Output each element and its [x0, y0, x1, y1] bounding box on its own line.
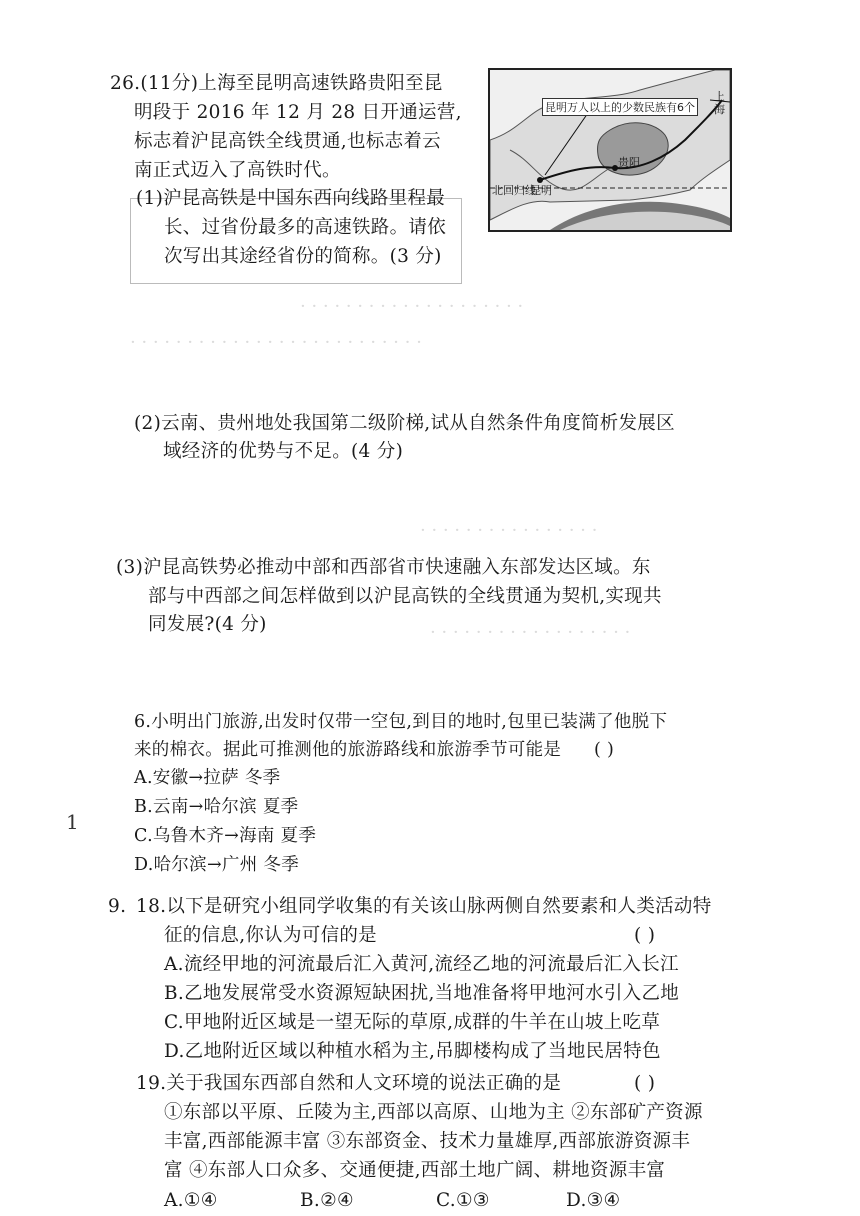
bleed-through-text: · · · · · · · · · · · · · · · · [420, 520, 598, 541]
q6-line-1: 6.小明出门旅游,出发时仅带一空包,到目的地时,包里已装满了他脱下 [134, 712, 668, 732]
map-label-minority: 昆明万人以上的少数民族有6个 [542, 98, 698, 116]
bleed-through-text: · · · · · · · · · · · · · · · · · · · · · · · · · · [130, 332, 422, 353]
map-label-shanghai: 上海 [714, 90, 725, 116]
q6-option-b: B.云南→哈尔滨 夏季 [134, 797, 299, 817]
q6-option-c: C.乌鲁木齐→海南 夏季 [134, 826, 317, 846]
q19-line-4: 富 ④东部人口众多、交通便捷,西部土地广阔、耕地资源丰富 [164, 1160, 666, 1181]
q18-line-2: 征的信息,你认为可信的是 [164, 925, 377, 946]
map-label-tropic: 北回归线 [492, 184, 536, 197]
railway-map-figure [488, 68, 732, 232]
map-label-guiyang: 贵阳 [618, 156, 640, 169]
q18-answer-bracket: ( ) [634, 925, 656, 946]
q26-part2-line-1: (2)云南、贵州地处我国第二级阶梯,试从自然条件角度简析发展区 [134, 413, 675, 434]
q26-line-1: 26.(11分)上海至昆明高速铁路贵阳至昆 [110, 73, 443, 94]
margin-mark: 1 [66, 810, 79, 834]
q6-line-2: 来的棉衣。据此可推测他的旅游路线和旅游季节可能是 [134, 740, 562, 760]
q6-option-a: A.安徽→拉萨 冬季 [134, 768, 281, 788]
bleed-through-frame [130, 198, 462, 284]
q26-part2-line-2: 域经济的优势与不足。(4 分) [163, 441, 404, 462]
bleed-through-text: · · · · · · · · · · · · · · · · · · · · [300, 296, 524, 317]
q26-part3-line-1: (3)沪昆高铁势必推动中部和西部省市快速融入东部发达区域。东 [116, 557, 651, 578]
q26-part1-line-3: 次写出其途经省份的简称。(3 分) [164, 246, 442, 267]
q19-line-3: 丰富,西部能源丰富 ③东部资金、技术力量雄厚,西部旅游资源丰 [164, 1131, 691, 1152]
q19-answer-bracket: ( ) [634, 1073, 656, 1094]
q26-part1-line-2: 长、过省份最多的高速铁路。请依 [164, 217, 447, 238]
q19-option-d: D.③④ [566, 1190, 621, 1211]
q19-line-1: 19.关于我国东西部自然和人文环境的说法正确的是 [136, 1073, 562, 1094]
q18-line-1: 18.以下是研究小组同学收集的有关该山脉两侧自然要素和人类活动特 [136, 896, 712, 917]
q19-line-2: ①东部以平原、丘陵为主,西部以高原、山地为主 ②东部矿产资源 [164, 1102, 703, 1123]
q18-option-c: C.甲地附近区域是一望无际的草原,成群的牛羊在山坡上吃草 [164, 1012, 661, 1033]
q18-option-a: A.流经甲地的河流最后汇入黄河,流经乙地的河流最后汇入长江 [164, 954, 679, 975]
q26-line-3: 标志着沪昆高铁全线贯通,也标志着云 [134, 131, 441, 152]
q19-option-a: A.①④ [164, 1190, 218, 1211]
map-label-kunming: 昆明 [530, 184, 552, 197]
q26-part3-line-3: 同发展?(4 分) [148, 614, 267, 635]
q18-prefix: 9. [108, 896, 127, 917]
q19-option-c: C.①③ [436, 1190, 490, 1211]
q19-option-b: B.②④ [300, 1190, 354, 1211]
q26-line-2: 明段于 2016 年 12 月 28 日开通运营, [134, 102, 462, 123]
q6-answer-bracket: ( ) [594, 740, 615, 760]
q26-part3-line-2: 部与中西部之间怎样做到以沪昆高铁的全线贯通为契机,实现共 [148, 586, 662, 607]
q18-option-d: D.乙地附近区域以种植水稻为主,吊脚楼构成了当地民居特色 [164, 1041, 661, 1062]
q18-option-b: B.乙地发展常受水资源短缺困扰,当地准备将甲地河水引入乙地 [164, 983, 680, 1004]
q26-line-4: 南正式迈入了高铁时代。 [134, 160, 341, 181]
map-drawing [490, 70, 730, 230]
q26-part1-line-1: (1)沪昆高铁是中国东西向线路里程最 [136, 188, 446, 209]
bleed-through-text: · · · · · · · · · · · · · · · · · · [430, 622, 631, 643]
q6-option-d: D.哈尔滨→广州 冬季 [134, 855, 299, 875]
